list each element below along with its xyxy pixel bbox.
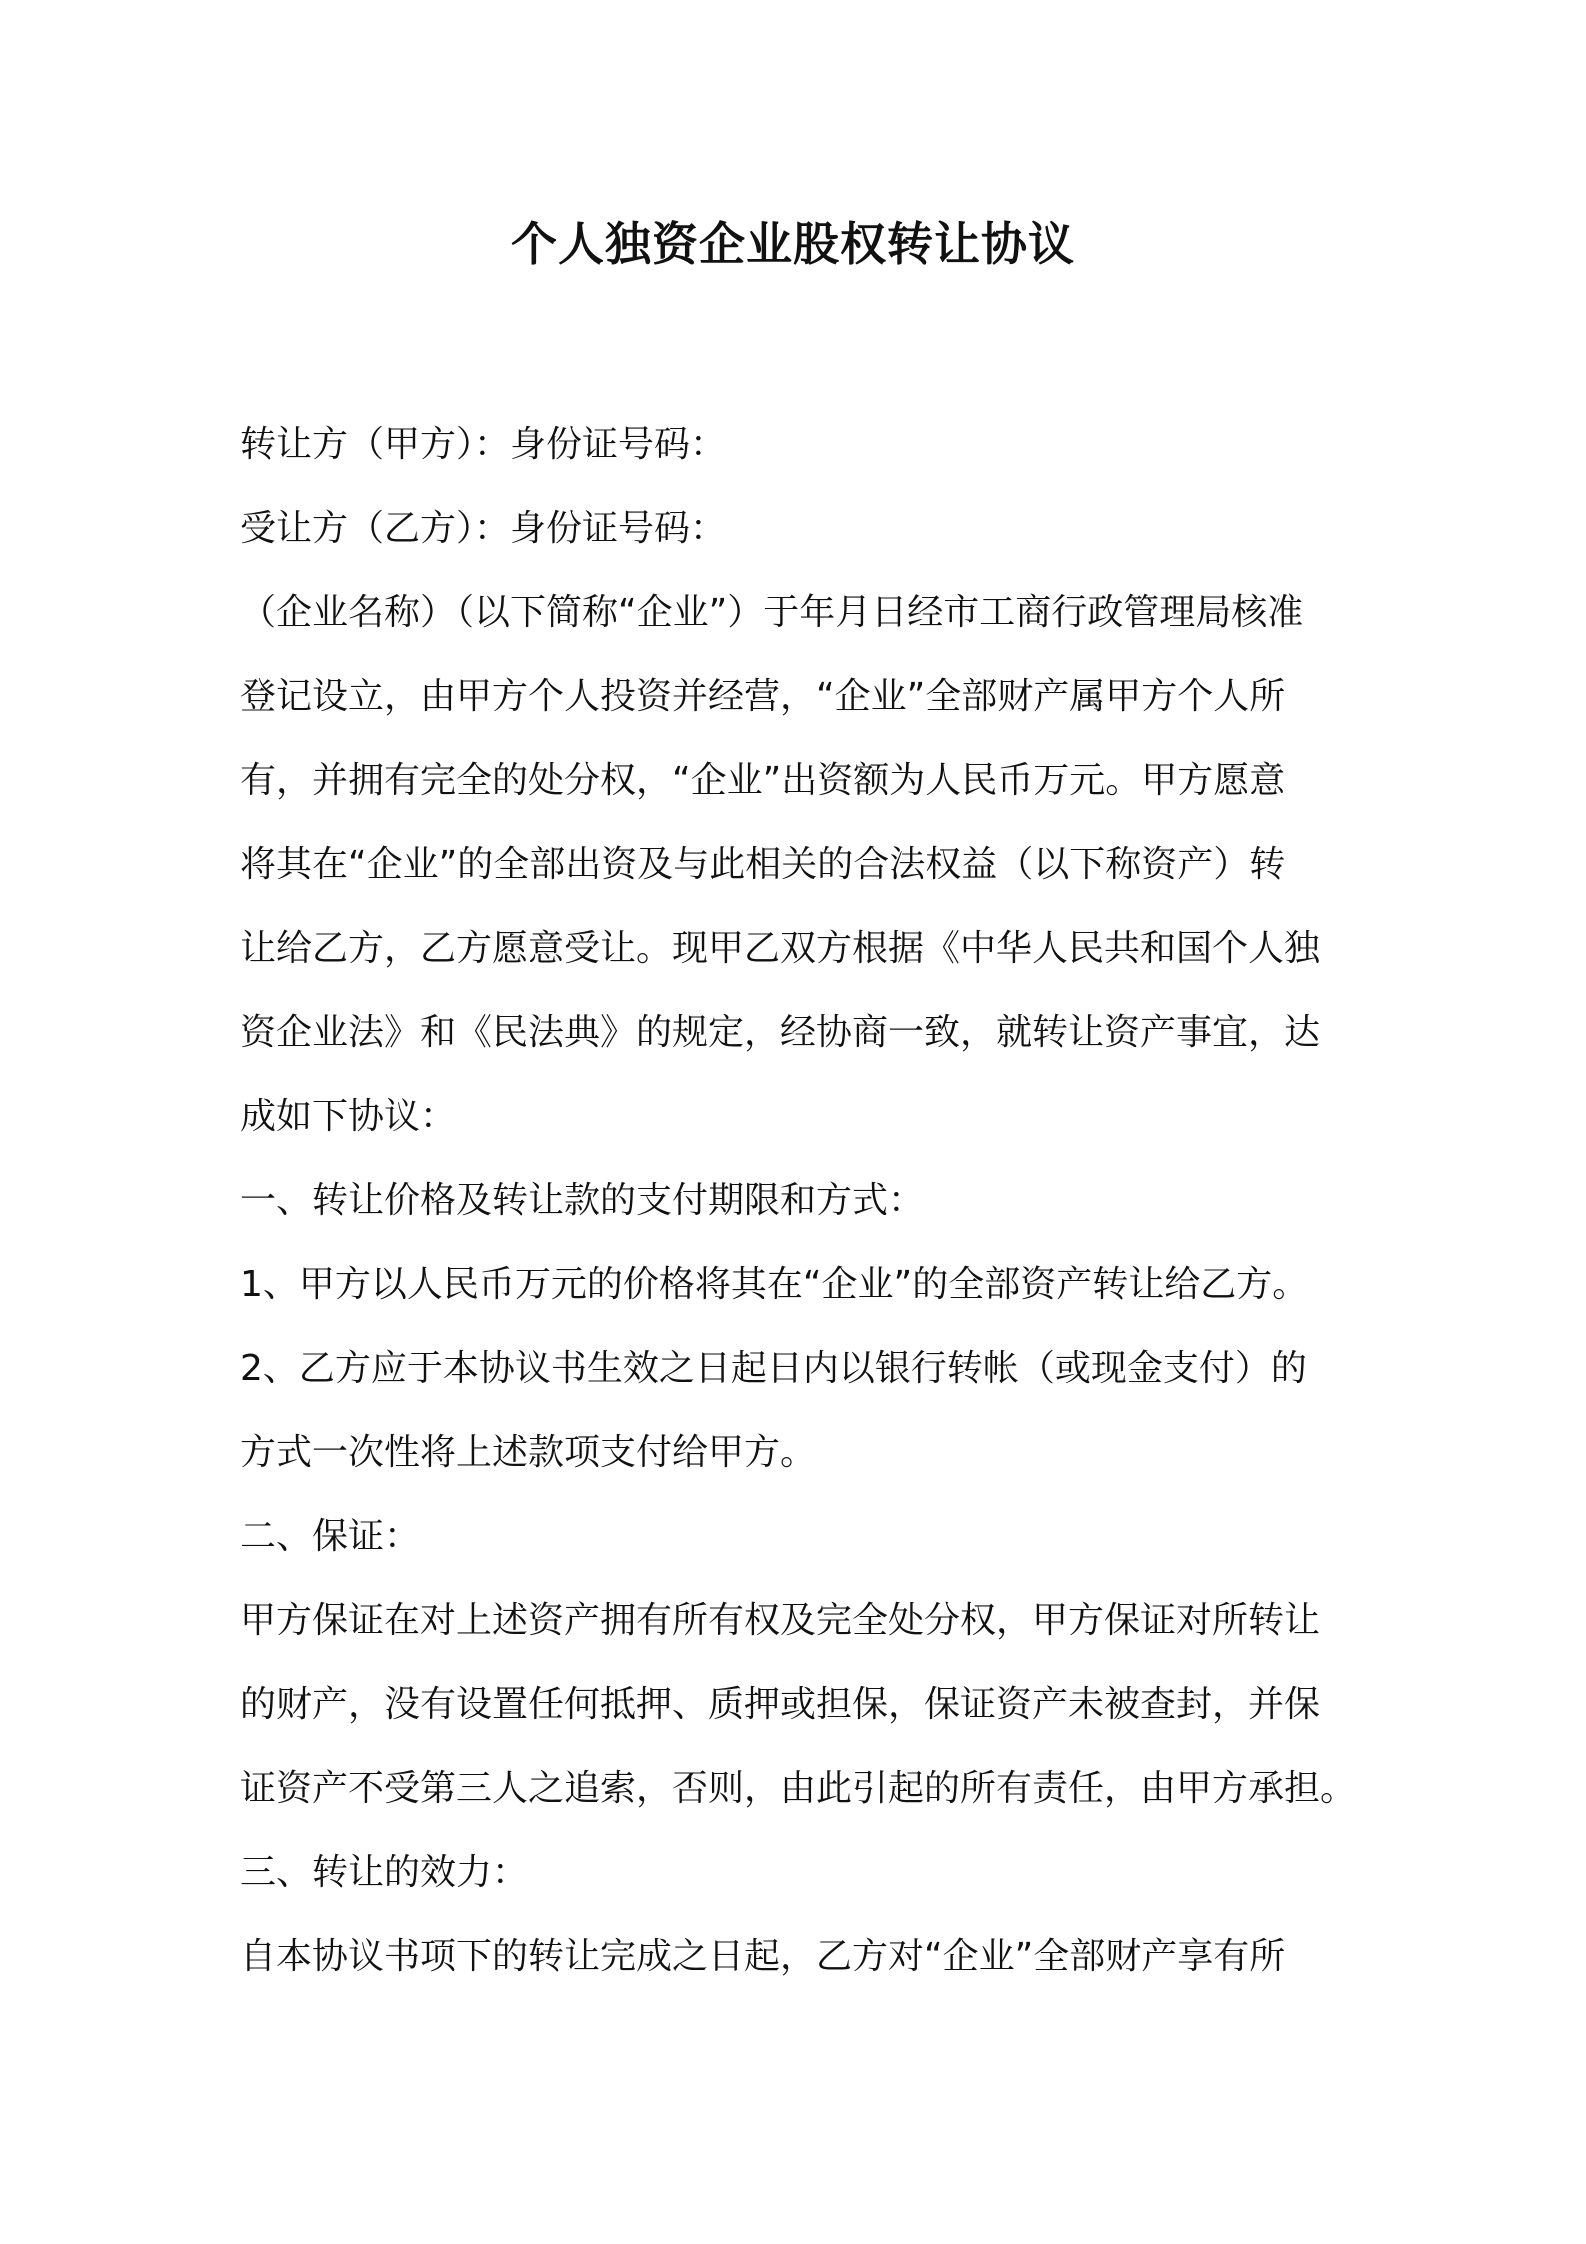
paragraph-line: 有，并拥有完全的处分权，“企业”出资额为人民币万元。甲方愿意	[240, 760, 1286, 801]
document-title: 个人独资企业股权转让协议	[511, 217, 1075, 271]
section-heading: 二、保证：	[240, 1516, 421, 1557]
section-heading: 三、转让的效力：	[240, 1852, 529, 1893]
paragraph-line: （企业名称）（以下简称“企业”）于年月日经市工商行政管理局核准	[240, 592, 1304, 633]
party-b-line: 受让方（乙方）：身份证号码：	[240, 508, 727, 549]
clause-line: 1、甲方以人民币万元的价格将其在“企业”的全部资产转让给乙方。	[240, 1264, 1309, 1305]
clause-line: 方式一次性将上述款项支付给甲方。	[240, 1432, 817, 1473]
document-body	[240, 403, 1360, 1999]
paragraph-line: 甲方保证在对上述资产拥有所有权及完全处分权，甲方保证对所转让	[240, 1600, 1321, 1641]
party-a-line: 转让方（甲方）：身份证号码：	[240, 424, 727, 465]
paragraph-line: 资企业法》和《民法典》的规定，经协商一致，就转让资产事宜，达	[240, 1012, 1321, 1053]
clause-line: 2、乙方应于本协议书生效之日起日内以银行转帐（或现金支付）的	[240, 1348, 1307, 1389]
paragraph-line: 登记设立，由甲方个人投资并经营，“企业”全部财产属甲方个人所	[240, 676, 1286, 717]
paragraph-line: 自本协议书项下的转让完成之日起，乙方对“企业”全部财产享有所	[240, 1936, 1286, 1977]
paragraph-line: 证资产不受第三人之追索，否则，由此引起的所有责任，由甲方承担。	[240, 1768, 1357, 1809]
section-heading: 一、转让价格及转让款的支付期限和方式：	[240, 1180, 925, 1221]
paragraph-line: 让给乙方，乙方愿意受让。现甲乙双方根据《中华人民共和国个人独	[240, 928, 1321, 969]
paragraph-line: 成如下协议：	[240, 1096, 457, 1137]
paragraph-line: 将其在“企业”的全部出资及与此相关的合法权益（以下称资产）转	[240, 844, 1286, 885]
paragraph-line: 的财产，没有设置任何抵押、质押或担保，保证资产未被查封，并保	[240, 1684, 1321, 1725]
